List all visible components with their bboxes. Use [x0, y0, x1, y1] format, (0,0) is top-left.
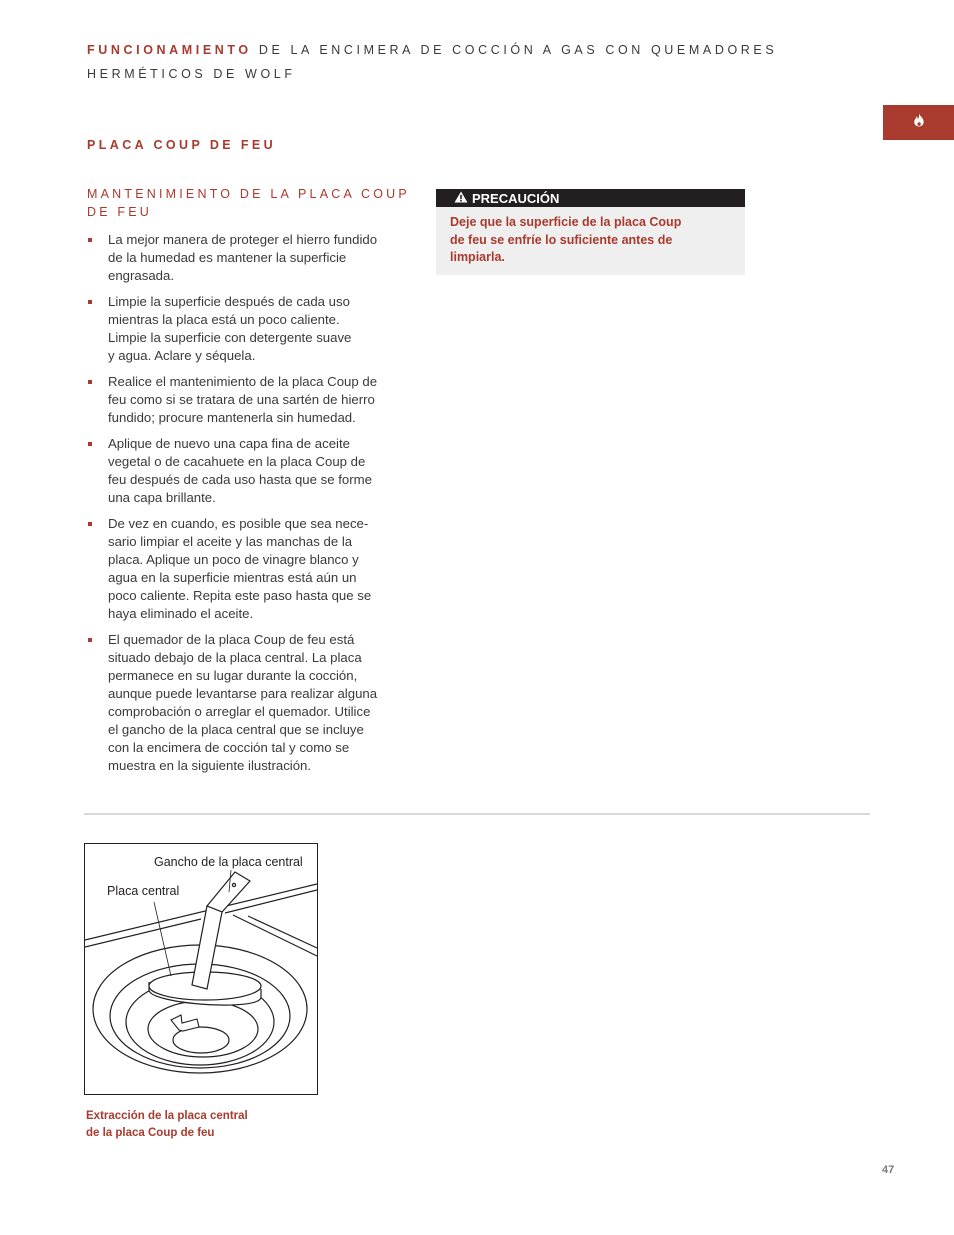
list-item-line: haya eliminado el aceite.	[108, 606, 254, 621]
list-item-line: Limpie la superficie después de cada uso	[108, 294, 350, 309]
figure-caption	[86, 1108, 248, 1142]
list-item-line: el gancho de la placa central que se incluye	[108, 722, 364, 737]
caution-line: Deje que la superficie de la placa Coup	[450, 215, 682, 229]
caution-header	[436, 189, 745, 207]
list-item	[87, 435, 417, 507]
list-item-line: engrasada.	[108, 268, 174, 283]
label-hook: Gancho de la placa central	[154, 855, 303, 869]
list-item-line: situado debajo de la placa central. La placa	[108, 650, 362, 665]
section-divider	[84, 813, 870, 815]
list-item-line: agua en la superficie mientras está aún un	[108, 570, 357, 585]
subsection-title-line-1: MANTENIMIENTO DE LA PLACA COUP	[87, 187, 410, 201]
warning-icon	[454, 191, 472, 206]
caution-label: PRECAUCIÓN	[472, 190, 560, 206]
list-item	[87, 373, 417, 427]
list-item-line: y agua. Aclare y séquela.	[108, 348, 256, 363]
bullet-marker	[88, 638, 92, 642]
header-strong: FUNCIONAMIENTO	[87, 43, 252, 57]
burner-illustration	[85, 844, 317, 1094]
list-item-line: Aplique de nuevo una capa fina de aceite	[108, 436, 350, 451]
list-item-line: feu como si se tratara de una sartén de hierro	[108, 392, 375, 407]
list-item	[87, 631, 417, 775]
figure-illustration	[84, 843, 318, 1095]
page-number: 47	[882, 1164, 895, 1176]
list-item-line: De vez en cuando, es posible que sea nece-	[108, 516, 369, 531]
list-item-line: comprobación o arreglar el quemador. Utilice	[108, 704, 371, 719]
caution-line: de feu se enfríe lo suficiente antes de	[450, 232, 673, 247]
bullet-marker	[88, 380, 92, 384]
page-header	[87, 38, 787, 86]
caution-line: limpiarla.	[450, 250, 505, 264]
section-title: PLACA COUP DE FEU	[87, 138, 277, 152]
section-tab	[883, 105, 954, 140]
caption-line: Extracción de la placa central	[86, 1110, 248, 1122]
flame-icon	[913, 113, 925, 132]
list-item-line: mientras la placa está un poco caliente.	[108, 312, 340, 327]
bullet-marker	[88, 442, 92, 446]
list-item	[87, 293, 417, 365]
header-rest: DE LA ENCIMERA DE COCCIÓN A GAS CON QUEMADORES	[251, 43, 778, 57]
subsection-title-line-2: DE FEU	[87, 205, 153, 219]
list-item-line: una capa brillante.	[108, 490, 216, 505]
header-line-1	[87, 38, 787, 62]
list-item-line: La mejor manera de proteger el hierro fundido	[108, 232, 378, 247]
list-item-line: El quemador de la placa Coup de feu está	[108, 632, 355, 647]
caution-text	[436, 207, 745, 267]
list-item-line: muestra en la siguiente ilustración.	[108, 758, 312, 773]
list-item-line: feu después de cada uso hasta que se forme	[108, 472, 372, 487]
bullet-marker	[88, 300, 92, 304]
list-item-line: permanece en su lugar durante la cocción,	[108, 668, 358, 683]
bullet-marker	[88, 238, 92, 242]
list-item-line: de la humedad es mantener la superficie	[108, 250, 347, 265]
list-item-line: Realice el mantenimiento de la placa Coup de	[108, 374, 378, 389]
list-item-line: aunque puede levantarse para realizar alguna	[108, 686, 378, 701]
list-item-line: fundido; procure mantenerla sin humedad.	[108, 410, 356, 425]
maintenance-list	[87, 231, 417, 783]
header-line-2: HERMÉTICOS DE WOLF	[87, 67, 296, 81]
list-item-line: sario limpiar el aceite y las manchas de la	[108, 534, 353, 549]
list-item-line: poco caliente. Repita este paso hasta que se	[108, 588, 372, 603]
list-item	[87, 231, 417, 285]
label-plate: Placa central	[107, 884, 180, 898]
list-item-line: con la encimera de cocción tal y como se	[108, 740, 350, 755]
list-item-line: Limpie la superficie con detergente suave	[108, 330, 352, 345]
list-item-line: placa. Aplique un poco de vinagre blanco y	[108, 552, 359, 567]
bullet-marker	[88, 522, 92, 526]
caution-box	[436, 189, 745, 275]
subsection-title	[87, 185, 417, 221]
caption-line: de la placa Coup de feu	[86, 1127, 215, 1139]
list-item	[87, 515, 417, 623]
list-item-line: vegetal o de cacahuete en la placa Coup de	[108, 454, 366, 469]
